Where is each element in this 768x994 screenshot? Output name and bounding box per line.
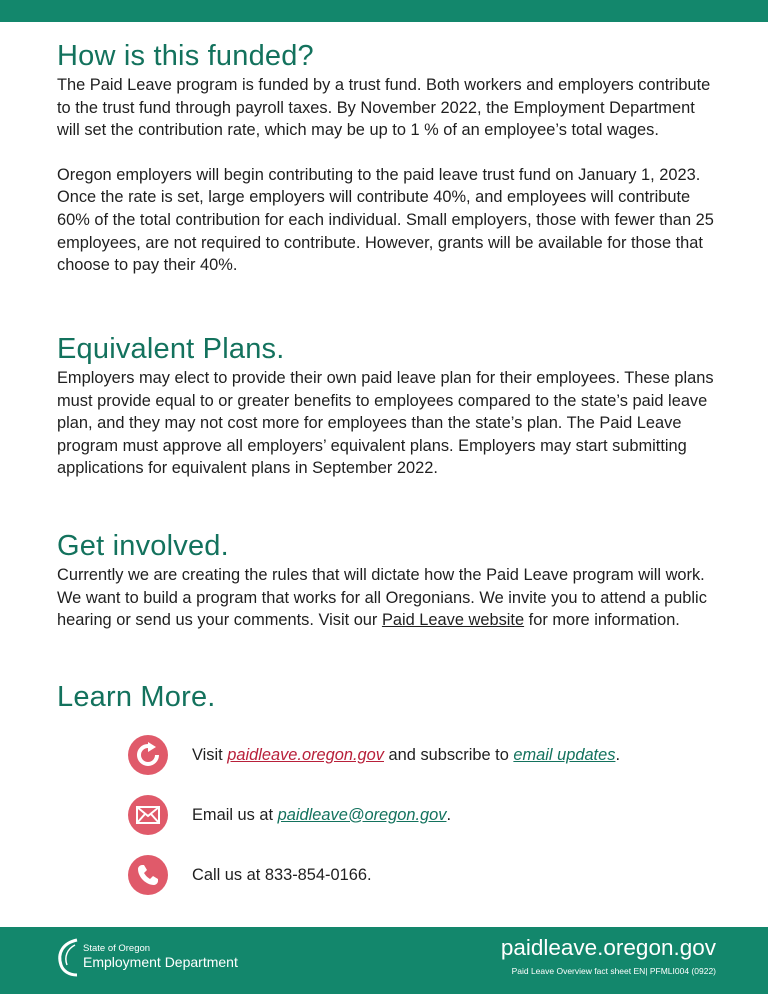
funding-paragraph-1: The Paid Leave program is funded by a trust fund. Both workers and employers contribute to the trust fund through payroll taxes. By November 2022, the Employment Department will set the contribution rate, which may be up to 1 % of an employee’s total wages. (57, 76, 711, 140)
heading-get-involved: Get involved. (57, 530, 229, 562)
section-learn-more (57, 679, 216, 715)
heading-funding: How is this funded? (57, 40, 314, 72)
contact-visit-row (128, 735, 708, 775)
visit-prefix: Visit (192, 745, 228, 764)
paid-leave-website-link[interactable]: Paid Leave website (381, 611, 525, 630)
logo-state-text: State of Oregon (83, 943, 151, 954)
heading-equivalent-plans: Equivalent Plans. (57, 333, 285, 365)
footer-banner (0, 927, 768, 994)
involved-text-after: for more information. (524, 611, 680, 630)
email-prefix: Email us at (192, 805, 278, 824)
contact-call-row (128, 855, 708, 895)
email-suffix: . (446, 805, 452, 824)
logo-department-text: Employment Department (83, 954, 238, 970)
email-address-link[interactable]: paidleave@oregon.gov (277, 805, 447, 824)
funding-paragraph-2: Oregon employers will begin contributing to the paid leave trust fund on January 1, 2023. Once the rate is set, large employers will contribute 40%, and employees will contribute 60% of the total contribution for each individual. Small employers, those with fewer than 25 employees, are not required to contribute. However, grants will be available for those that choose to pay their 40%. (57, 165, 714, 275)
visit-text (192, 746, 620, 765)
footer-url: paidleave.oregon.gov (500, 935, 716, 960)
employment-department-logo (55, 937, 238, 977)
heading-learn-more: Learn More. (57, 681, 216, 713)
oregon-swoosh-logo (55, 937, 81, 977)
section-equivalent-plans (57, 331, 717, 480)
email-updates-link[interactable]: email updates (513, 745, 616, 764)
involved-paragraph (57, 564, 717, 632)
section-get-involved (57, 528, 717, 632)
equivalent-paragraph: Employers may elect to provide their own paid leave plan for their employees. These plans must provide equal to or greater benefits to employees compared to the state’s paid leave plan, and they may not cost more for employees than the state’s plan. The Paid Leave program must approve all employers’ equivalent plans. Employers may start submitting applications for equivalent plans in September 2022. (57, 369, 714, 478)
call-text: Call us at 833-854-0166. (192, 865, 372, 884)
phone-icon (128, 855, 168, 895)
visit-suffix: . (615, 745, 620, 764)
footer-document-id: Paid Leave Overview fact sheet EN| PFMLI004 (0922) (511, 966, 716, 976)
visit-middle: and subscribe to (383, 745, 514, 764)
involved-text-before: Currently we are creating the rules that will dictate how the Paid Leave program will work. We want to build a program that works for all Oregonians. We invite you to attend a public hearing or send us your comments. Visit our (57, 566, 707, 630)
refresh-arrow-icon (128, 735, 168, 775)
section-funding (57, 38, 717, 277)
paidleave-site-link[interactable]: paidleave.oregon.gov (227, 745, 384, 764)
top-banner (0, 0, 768, 22)
email-text (192, 806, 451, 825)
envelope-icon (128, 795, 168, 835)
contact-email-row (128, 795, 708, 835)
